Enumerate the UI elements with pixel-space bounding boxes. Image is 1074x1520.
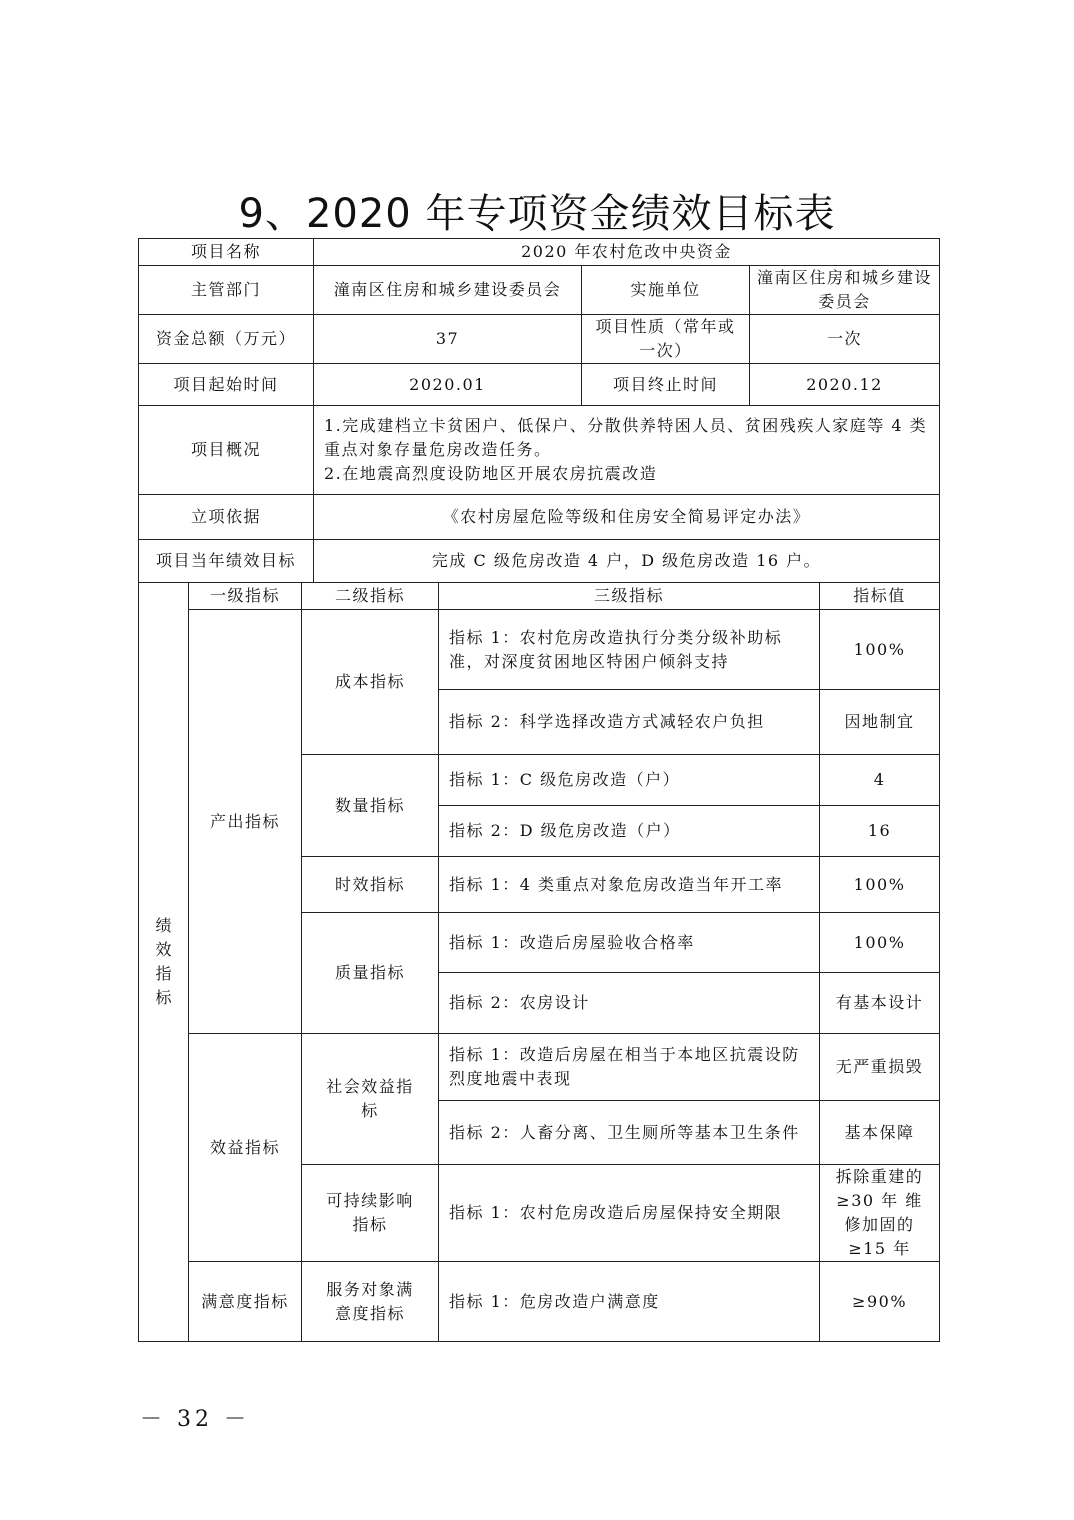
level1-benefit: 效益指标 [189,1034,302,1262]
quality-indicator-1: 指标 1：改造后房屋验收合格率 [439,913,820,973]
sustain-indicator-1-value: 拆除重建的≥30 年 维修加固的≥15 年 [820,1165,940,1262]
performance-target-table [138,238,940,1342]
time-indicator-1-value: 100% [820,857,940,913]
cost-indicator-2: 指标 2：科学选择改造方式减轻农户负担 [439,690,820,755]
impl-label: 实施单位 [582,266,750,315]
goal-label: 项目当年绩效目标 [139,540,314,583]
basis-label: 立项依据 [139,495,314,540]
project-name-label: 项目名称 [139,239,314,266]
level2-quality: 质量指标 [302,913,439,1034]
level2-sustainability: 可持续影响指标 [302,1165,439,1262]
start-label: 项目起始时间 [139,364,314,406]
level2-timeliness: 时效指标 [302,857,439,913]
dept-label: 主管部门 [139,266,314,315]
header-level1: 一级指标 [189,583,302,610]
cost-indicator-1: 指标 1：农村危房改造执行分类分级补助标准，对深度贫困地区特困户倾斜支持 [439,610,820,690]
cost-indicator-1-value: 100% [820,610,940,690]
header-value: 指标值 [820,583,940,610]
page-title: 9、2020 年专项资金绩效目标表 [238,191,836,237]
fund-value: 37 [314,315,582,364]
social-indicator-1: 指标 1：改造后房屋在相当于本地区抗震设防烈度地震中表现 [439,1034,820,1101]
service-indicator-1-value: ≥90% [820,1262,940,1342]
sustain-indicator-1: 指标 1：农村危房改造后房屋保持安全期限 [439,1165,820,1262]
nature-value: 一次 [750,315,940,364]
qty-indicator-2: 指标 2：D 级危房改造（户） [439,806,820,857]
cost-indicator-2-value: 因地制宜 [820,690,940,755]
end-value: 2020.12 [750,364,940,406]
page-number: － 32 － [140,1407,250,1432]
qty-indicator-2-value: 16 [820,806,940,857]
quality-indicator-2: 指标 2：农房设计 [439,973,820,1034]
qty-indicator-1: 指标 1：C 级危房改造（户） [439,755,820,806]
level1-output: 产出指标 [189,610,302,1034]
basis-value: 《农村房屋危险等级和住房安全简易评定办法》 [314,495,940,540]
level2-service-satisfaction: 服务对象满意度指标 [302,1262,439,1342]
header-level2: 二级指标 [302,583,439,610]
project-name-value: 2020 年农村危改中央资金 [314,239,940,266]
social-indicator-1-value: 无严重损毁 [820,1034,940,1101]
dept-value: 潼南区住房和城乡建设委员会 [314,266,582,315]
service-indicator-1: 指标 1：危房改造户满意度 [439,1262,820,1342]
time-indicator-1: 指标 1：4 类重点对象危房改造当年开工率 [439,857,820,913]
end-label: 项目终止时间 [582,364,750,406]
overview-value [314,406,940,495]
overview-line-2: 2.在地震高烈度设防地区开展农房抗震改造 [324,464,658,483]
qty-indicator-1-value: 4 [820,755,940,806]
level2-social: 社会效益指标 [302,1034,439,1165]
quality-indicator-2-value: 有基本设计 [820,973,940,1034]
social-indicator-2: 指标 2：人畜分离、卫生厕所等基本卫生条件 [439,1101,820,1165]
goal-value: 完成 C 级危房改造 4 户，D 级危房改造 16 户。 [314,540,940,583]
overview-label: 项目概况 [139,406,314,495]
level2-cost: 成本指标 [302,610,439,755]
quality-indicator-1-value: 100% [820,913,940,973]
social-indicator-2-value: 基本保障 [820,1101,940,1165]
nature-label: 项目性质（常年或一次） [582,315,750,364]
start-value: 2020.01 [314,364,582,406]
level1-satisfaction: 满意度指标 [189,1262,302,1342]
header-level3: 三级指标 [439,583,820,610]
level2-quantity: 数量指标 [302,755,439,857]
impl-value: 潼南区住房和城乡建设委员会 [750,266,940,315]
indicators-section-label: 绩效指标 [139,583,189,1342]
fund-label: 资金总额（万元） [139,315,314,364]
overview-line-1: 1.完成建档立卡贫困户、低保户、分散供养特困人员、贫困残疾人家庭等 4 类重点对象存量危房改造任务。 [324,416,928,459]
